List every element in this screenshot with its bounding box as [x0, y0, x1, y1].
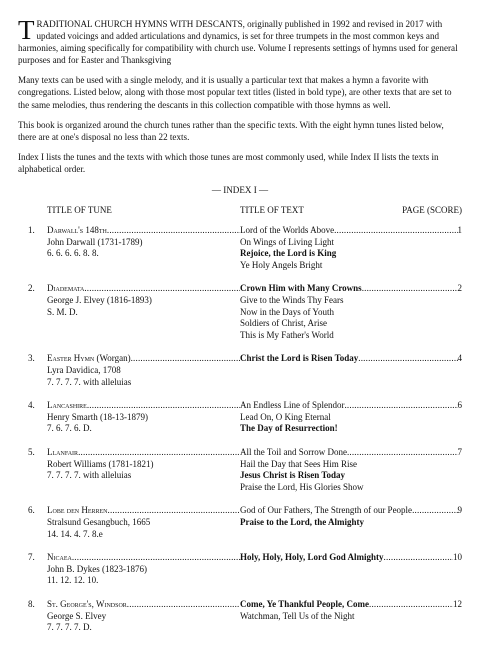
tune-title	[47, 225, 107, 237]
entry-number: 2.	[28, 283, 35, 294]
text-title: Hail the Day that Sees Him Rise	[240, 458, 357, 469]
tune-info	[47, 552, 240, 587]
tune-composer: Robert Williams (1781-1821)	[47, 458, 154, 469]
tune-meter: 14. 14. 4. 7. 8.e	[47, 528, 103, 539]
tune-composer: George J. Elvey (1816-1893)	[47, 295, 152, 306]
dot-leader	[87, 400, 240, 412]
tune-info	[47, 283, 240, 318]
text-title: Come, Ye Thankful People, Come	[240, 599, 369, 609]
dot-leader	[131, 353, 240, 365]
text-title: This is My Father's World	[240, 329, 334, 340]
page-number: 10	[453, 552, 462, 563]
page-number: 6	[457, 400, 462, 411]
tune-title	[47, 283, 84, 295]
tune-info	[47, 353, 240, 388]
tune-title-line	[47, 447, 240, 459]
tune-composer: George S. Elvey	[47, 610, 107, 621]
intro-paragraph-1-text: RADITIONAL CHURCH HYMNS WITH DESCANTS, originally published in 1992 and revised in 2017 with updated voicings and added articulations and dynamics, is set for three trumpets in the most common keys and harmonies, aiming specifically for compatibility with church use. Volume I represents settings of hymns used for general purposes and for Easter and Thanksgiving	[18, 19, 458, 66]
tune-title	[47, 552, 72, 564]
text-info	[240, 283, 462, 341]
index-entry	[18, 447, 462, 493]
tune-meter: 11. 12. 12. 10.	[47, 575, 99, 586]
index-entry	[18, 599, 462, 634]
tune-name: Darwall's 148th	[47, 225, 107, 236]
drop-cap: T	[18, 15, 35, 45]
text-title: Praise to the Lord, the Almighty	[240, 517, 364, 527]
text-title: An Endless Line of Splendor	[240, 400, 345, 411]
text-title: Praise the Lord, His Glories Show	[240, 481, 364, 492]
dot-leader	[127, 599, 240, 611]
tune-name: St. George's, Windsor	[47, 599, 127, 609]
tune-name: Easter Hymn	[47, 353, 95, 364]
tune-info	[47, 225, 240, 260]
tune-name: Lancashire	[47, 400, 87, 411]
text-title-line	[240, 283, 462, 295]
text-title: Give to the Winds Thy Fears	[240, 295, 344, 306]
page-number: 7	[457, 447, 462, 458]
tune-meter: 7. 7. 7. 7. D.	[47, 622, 92, 633]
tune-meter: 7. 6. 7. 6. D.	[47, 423, 92, 434]
tune-title	[47, 599, 127, 611]
entry-number: 1.	[28, 225, 35, 236]
tune-composer: Stralsund Gesangbuch, 1665	[47, 517, 151, 527]
text-title-line	[240, 225, 462, 237]
tune-name: Lobe den Herren	[47, 505, 108, 516]
text-title: God of Our Fathers, The Strength of our People	[240, 505, 413, 516]
tune-meter: S. M. D.	[47, 306, 78, 317]
text-info	[240, 599, 462, 622]
tune-title	[47, 505, 108, 517]
text-title: Crown Him with Many Crowns	[240, 283, 362, 294]
dot-leader	[362, 283, 458, 295]
tune-suffix: (Worgan)	[94, 353, 131, 364]
intro-paragraph-4: Index I lists the tunes and the texts with which those tunes are most commonly used, while Index II lists the texts in alphabetical order.	[18, 151, 439, 174]
text-title: All the Toil and Sorrow Done	[240, 447, 347, 458]
document-page	[18, 15, 462, 646]
tune-title-line	[47, 552, 240, 564]
text-title: Rejoice, the Lord is King	[240, 248, 337, 259]
tune-title	[47, 447, 78, 459]
tune-title-line	[47, 353, 240, 365]
tune-info	[47, 599, 240, 634]
entry-number: 5.	[28, 447, 35, 458]
dot-leader	[334, 225, 457, 237]
dot-leader	[78, 447, 240, 459]
tune-title-line	[47, 283, 240, 295]
tune-info	[47, 505, 240, 540]
page-number: 4	[457, 353, 462, 364]
dot-leader	[84, 283, 240, 295]
dot-leader	[107, 225, 240, 237]
text-title: The Day of Resurrection!	[240, 423, 338, 434]
tune-composer: Henry Smarth (18-13-1879)	[47, 411, 148, 422]
text-title-line	[240, 447, 462, 459]
text-title-line	[240, 552, 462, 564]
intro-paragraph-2: Many texts can be used with a single melody, and it is usually a particular text that makes a hymn a favorite with congregations. Listed below, along with those most popular text titles (listed in bold type), are other texts that are set to the same melodies, thus rendering the descants in this collection compatible with those hymns as well.	[18, 75, 452, 110]
tune-meter: 7. 7. 7. 7. with alleluias	[47, 376, 132, 387]
tune-title-line	[47, 225, 240, 237]
page-number: 1	[457, 225, 462, 236]
dot-leader	[412, 505, 457, 517]
dot-leader	[347, 447, 458, 459]
tune-name: Nicaea	[47, 552, 72, 563]
text-title: Lord of the Worlds Above	[240, 225, 335, 236]
intro-paragraph-1	[18, 15, 462, 66]
text-title-line	[240, 353, 462, 365]
text-title-line	[240, 400, 462, 412]
page-number: 12	[453, 599, 462, 609]
index-column-headers	[18, 205, 462, 217]
page-number: 9	[457, 505, 462, 516]
tune-meter: 6. 6. 6. 6. 8. 8.	[47, 248, 99, 259]
text-title-line	[240, 599, 462, 611]
tune-title-line	[47, 505, 240, 517]
tune-title	[47, 353, 131, 365]
dot-leader	[72, 552, 240, 564]
tune-composer: Lyra Davidica, 1708	[47, 365, 121, 376]
index-entry	[18, 552, 462, 587]
tune-composer: John Darwall (1731-1789)	[47, 236, 143, 247]
dot-leader	[369, 599, 453, 611]
index-entry	[18, 400, 462, 435]
index-entry	[18, 225, 462, 271]
tune-info	[47, 400, 240, 435]
tune-title-line	[47, 400, 240, 412]
text-info	[240, 447, 462, 493]
text-title: Holy, Holy, Holy, Lord God Almighty	[240, 552, 384, 563]
text-info	[240, 225, 462, 271]
text-title: Now in the Days of Youth	[240, 306, 335, 317]
index-entry	[18, 505, 462, 540]
text-title: Watchman, Tell Us of the Night	[240, 610, 355, 621]
column-header-text: TITLE OF TEXT	[240, 205, 304, 216]
tune-composer: John B. Dykes (1823-1876)	[47, 563, 147, 574]
entry-number: 8.	[28, 599, 35, 609]
index-heading: — INDEX I —	[211, 185, 269, 196]
text-info	[240, 353, 462, 365]
text-title: Christ the Lord is Risen Today	[240, 353, 359, 364]
tune-title	[47, 400, 87, 412]
page-number: 2	[457, 283, 462, 294]
text-info	[240, 552, 462, 564]
index-entries	[18, 225, 462, 634]
entry-number: 4.	[28, 400, 35, 411]
text-title: Soldiers of Christ, Arise	[240, 318, 327, 329]
tune-name: Llanfair	[47, 447, 79, 458]
entry-number: 3.	[28, 353, 35, 364]
index-entry	[18, 283, 462, 341]
dot-leader	[108, 505, 241, 517]
text-title-line	[240, 505, 462, 517]
tune-meter: 7. 7. 7. 7. with alleluias	[47, 470, 132, 481]
entry-number: 7.	[28, 552, 35, 563]
column-header-tune: TITLE OF TUNE	[47, 205, 112, 216]
text-info	[240, 505, 462, 528]
tune-title-line	[47, 599, 240, 611]
text-info	[240, 400, 462, 435]
column-header-page: PAGE (SCORE)	[402, 205, 462, 216]
dot-leader	[344, 400, 457, 412]
text-title: Jesus Christ is Risen Today	[240, 470, 346, 481]
text-title: On Wings of Living Light	[240, 236, 334, 247]
entry-number: 6.	[28, 505, 35, 516]
dot-leader	[384, 552, 453, 564]
tune-name: Diademata	[47, 283, 85, 294]
tune-info	[47, 447, 240, 482]
index-entry	[18, 353, 462, 388]
dot-leader	[358, 353, 457, 365]
text-title: Lead On, O King Eternal	[240, 411, 331, 422]
intro-paragraph-3: This book is organized around the church tunes rather than the specific texts. With the eight hymn tunes listed below, there are at one's disposal no less than 22 texts.	[18, 119, 444, 142]
text-title: Ye Holy Angels Bright	[240, 259, 323, 270]
